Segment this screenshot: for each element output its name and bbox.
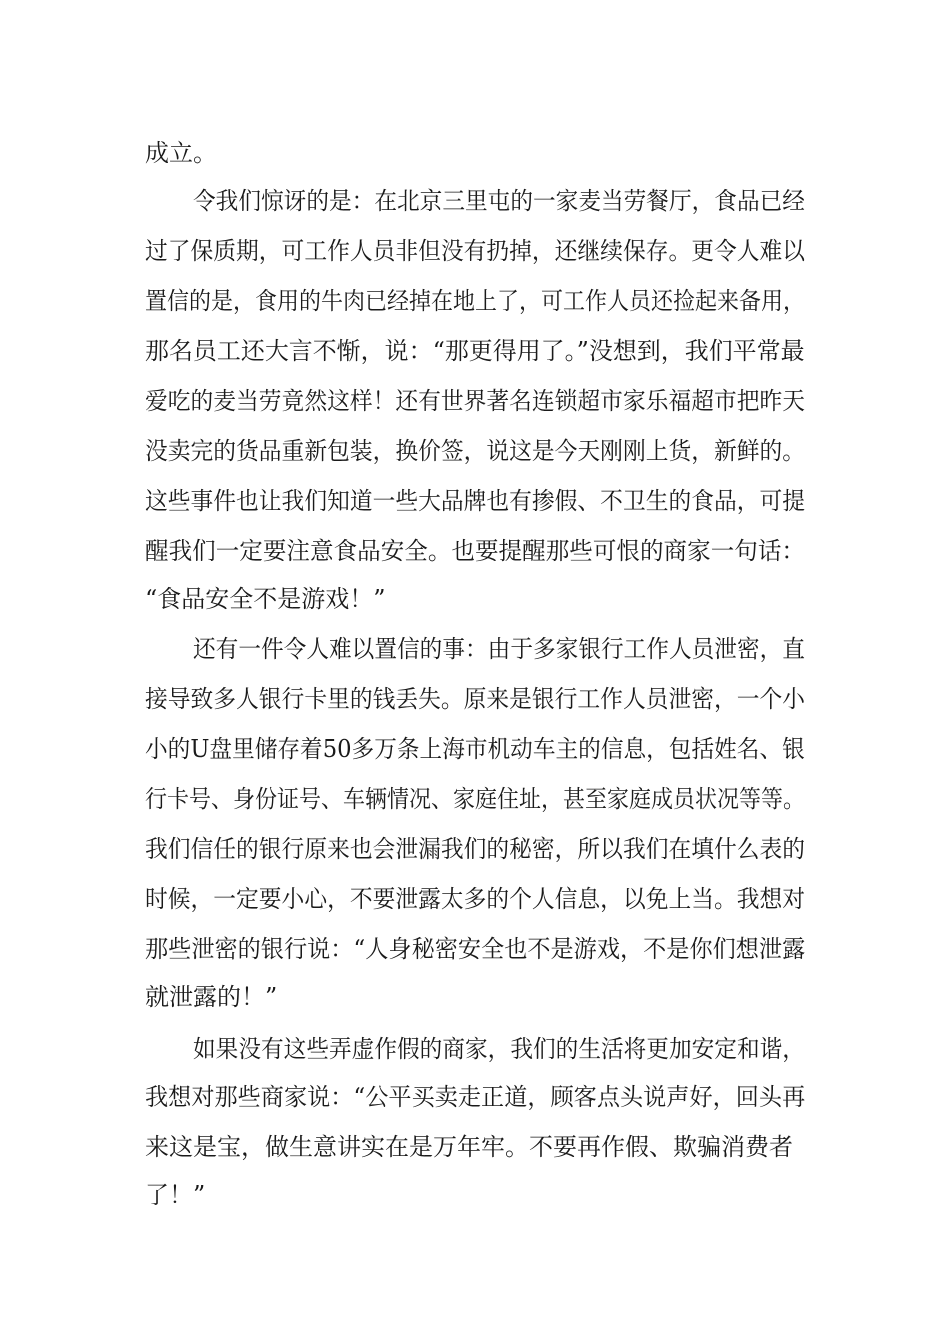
paragraph-2-line-6: 那些泄密的银行说：“人身秘密安全也不是游戏，不是你们想泄露 xyxy=(145,935,806,963)
paragraph-1-line-5: 没卖完的货品重新包装，换价签，说这是今天刚刚上货，新鲜的。 xyxy=(145,437,806,465)
paragraph-2-line-5: 时候，一定要小心，不要泄露太多的个人信息，以免上当。我想对 xyxy=(145,885,806,913)
paragraph-1-line-7: 醒我们一定要注意食品安全。也要提醒那些可恨的商家一句话： xyxy=(145,537,805,565)
paragraph-0-line-0: 成立。 xyxy=(145,139,217,167)
paragraph-1-line-2: 置信的是，食用的牛肉已经掉在地上了，可工作人员还捡起来备用， xyxy=(145,287,806,315)
paragraph-2-line-0: 还有一件令人难以置信的事：由于多家银行工作人员泄密，直 xyxy=(193,635,805,663)
paragraph-2-line-2: 小的U盘里储存着50多万条上海市机动车主的信息，包括姓名、银 xyxy=(145,735,805,763)
paragraph-1-line-6: 这些事件也让我们知道一些大品牌也有掺假、不卫生的食品，可提 xyxy=(145,487,806,515)
paragraph-3-line-3: 了！” xyxy=(145,1181,206,1209)
paragraph-3-line-2: 来这是宝，做生意讲实在是万年牢。不要再作假、欺骗消费者 xyxy=(145,1133,793,1161)
paragraph-3-line-0: 如果没有这些弄虚作假的商家，我们的生活将更加安定和谐， xyxy=(193,1035,805,1063)
paragraph-2-line-4: 我们信任的银行原来也会泄漏我们的秘密，所以我们在填什么表的 xyxy=(145,835,806,863)
paragraph-3-line-1: 我想对那些商家说：“公平买卖走正道，顾客点头说声好，回头再 xyxy=(145,1083,806,1111)
paragraph-2-line-7: 就泄露的！” xyxy=(145,983,278,1011)
paragraph-1-line-4: 爱吃的麦当劳竟然这样！还有世界著名连锁超市家乐福超市把昨天 xyxy=(145,387,806,415)
paragraph-2-line-1: 接导致多人银行卡里的钱丢失。原来是银行工作人员泄密，一个小 xyxy=(145,685,806,713)
paragraph-2-line-3: 行卡号、身份证号、车辆情况、家庭住址，甚至家庭成员状况等等。 xyxy=(145,785,806,813)
paragraph-1-line-8: “食品安全不是游戏！” xyxy=(145,585,386,613)
paragraph-1-line-0: 令我们惊讶的是：在北京三里屯的一家麦当劳餐厅，食品已经 xyxy=(193,187,805,215)
paragraph-1-line-3: 那名员工还大言不惭，说：“那更得用了。”没想到，我们平常最 xyxy=(145,337,805,365)
paragraph-1-line-1: 过了保质期，可工作人员非但没有扔掉，还继续保存。更令人难以 xyxy=(145,237,806,265)
